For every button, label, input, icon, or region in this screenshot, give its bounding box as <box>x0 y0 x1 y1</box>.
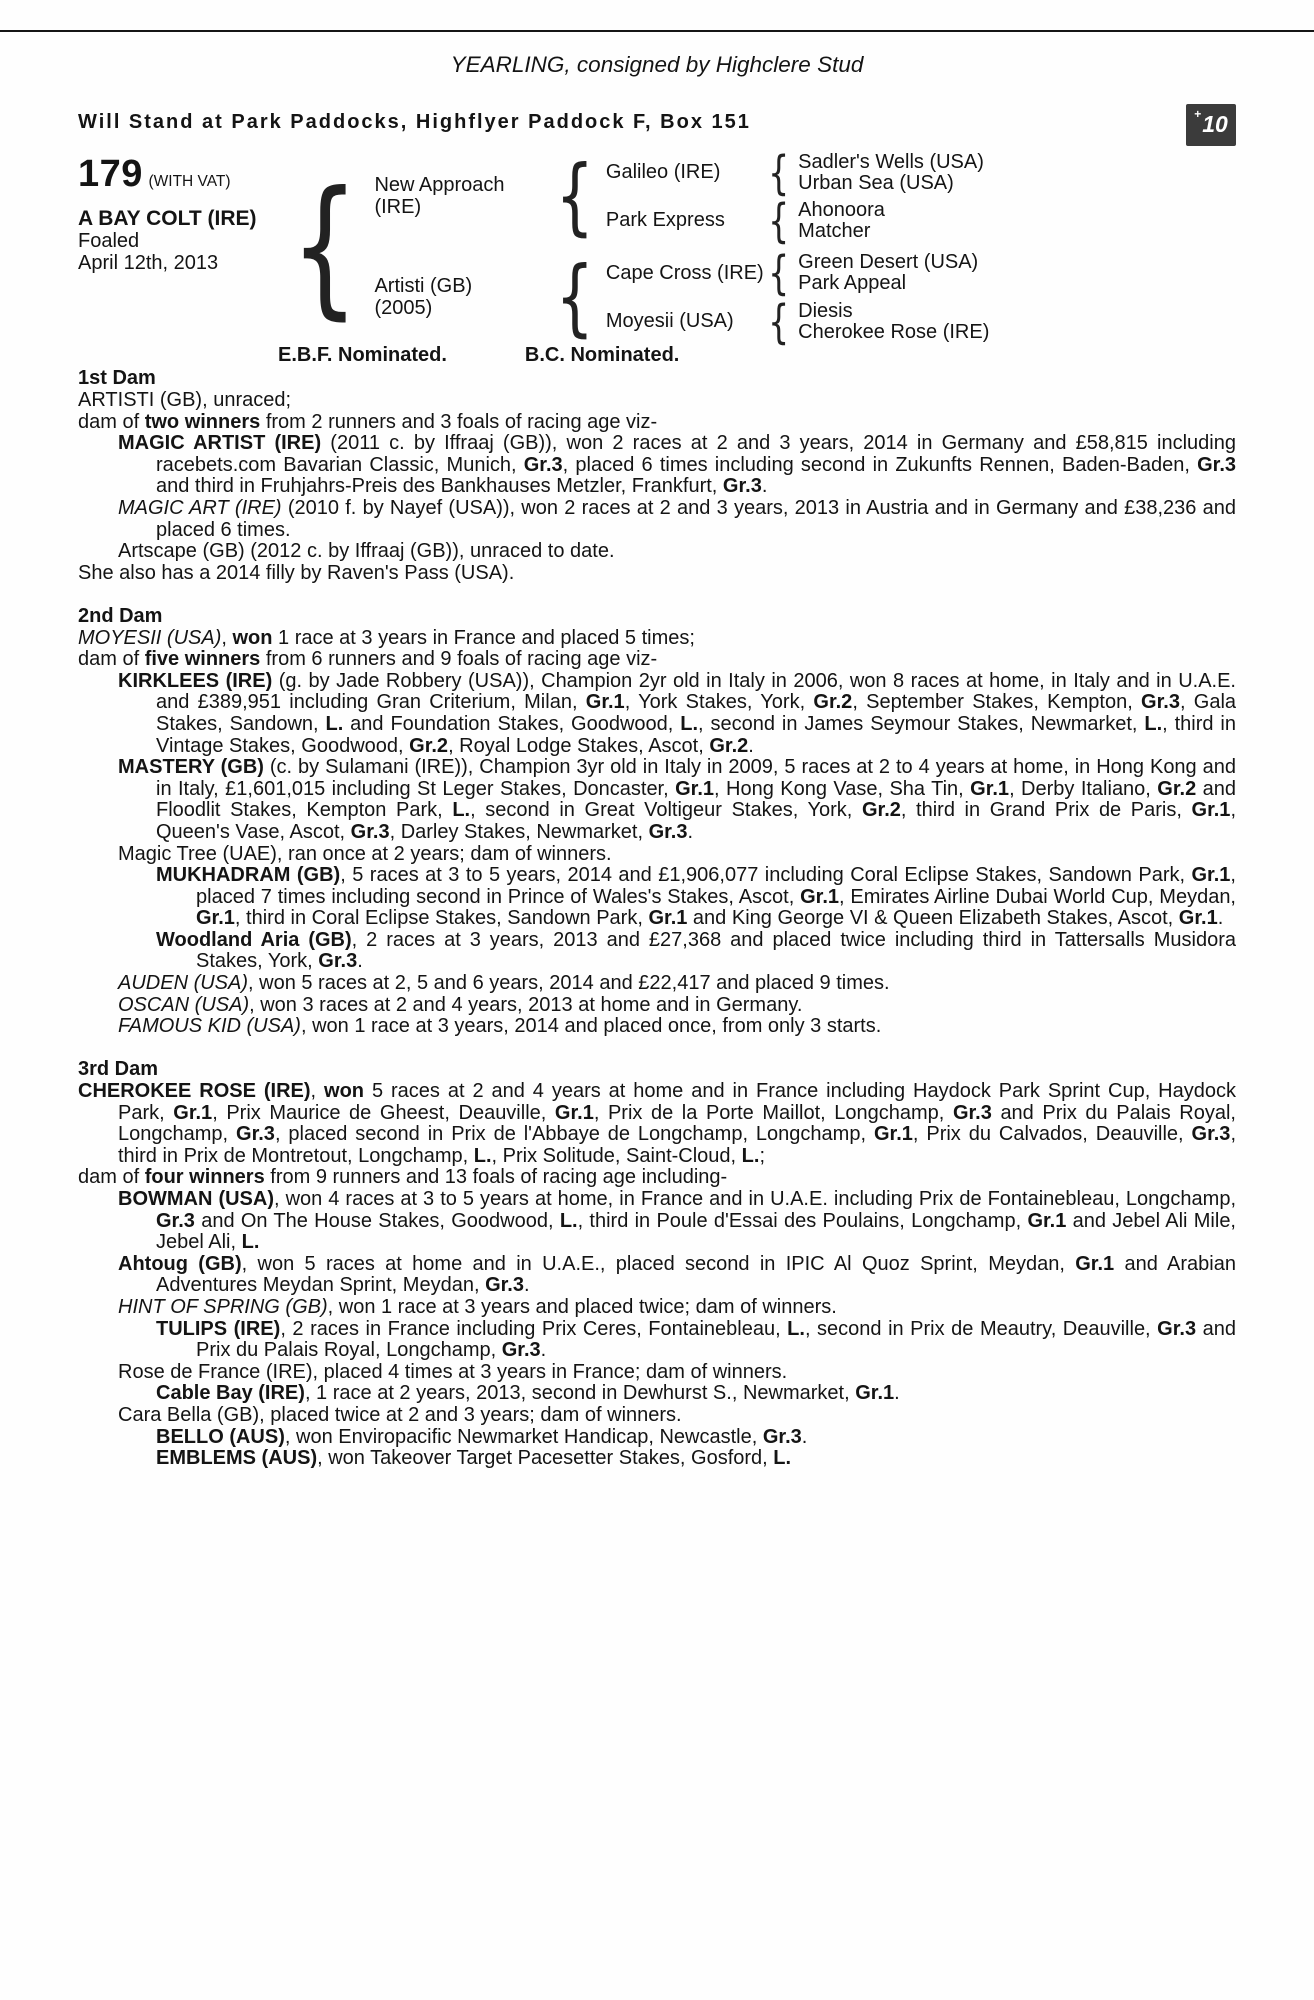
text-run: TULIPS (IRE) <box>156 1317 281 1340</box>
text-run: MOYESII (USA) <box>78 626 222 649</box>
catalogue-paragraph <box>78 1383 1236 1405</box>
text-run: and Prix du Palais Royal, Longchamp, <box>196 1317 1236 1362</box>
text-run: . <box>357 950 363 973</box>
text-run: , third in Prix de Montretout, Longchamp, <box>118 1123 1236 1167</box>
catalogue-paragraph <box>78 649 1236 671</box>
text-run: won <box>324 1080 365 1103</box>
catalogue-paragraph <box>78 757 1236 843</box>
text-run: Gr.1 <box>1191 799 1231 822</box>
text-run: . <box>687 820 694 843</box>
text-run: L. <box>773 1447 792 1470</box>
text-run: Gr.2 <box>1157 777 1197 800</box>
text-run: from 9 runners and 13 foals of racing age including- <box>264 1166 728 1189</box>
text-run: Gr.3 <box>1141 691 1180 714</box>
catalogue-paragraph <box>78 973 1236 995</box>
text-run: MAGIC ART (IRE) <box>118 497 282 519</box>
text-run: , placed 6 times including second in Zukunfts Rennen, Baden-Baden, <box>562 453 1198 476</box>
text-run: , 2 races at 3 years, 2013 and £27,368 and placed twice including third in Tattersalls Musidora Stakes, York, <box>196 928 1236 973</box>
catalogue-paragraph <box>78 844 1236 866</box>
text-run: L. <box>1144 712 1163 735</box>
text-run: (g. by Jade Robbery (USA)), Champion 2yr old in Italy in 2006, won 8 races at home, in Italy and in U.A.E. and £389,951 including Gran Criterium, Milan, <box>156 669 1236 714</box>
text-run: , placed 7 times including second in Prince of Wales's Stakes, Ascot, <box>196 864 1236 908</box>
text-run: , third in Poule d'Essai des Poulains, Longchamp, <box>577 1209 1028 1232</box>
grandsire-name: Galileo (IRE) <box>605 160 721 183</box>
text-run: Gr.3 <box>350 820 390 843</box>
text-run: , won 4 races at 3 to 5 years at home, in France and in U.A.E. including Prix de Fontainebleau, Longchamp, <box>274 1188 1237 1210</box>
text-run: Gr.1 <box>873 1123 913 1146</box>
text-run: . <box>748 734 754 757</box>
text-run: Gr.1 <box>970 777 1010 800</box>
great-grandparent-name: Sadler's Wells (USA) <box>798 150 984 173</box>
text-run: dam of <box>78 410 145 433</box>
text-run: Gr.3 <box>1191 1123 1231 1146</box>
text-run: MUKHADRAM (GB) <box>156 864 341 887</box>
text-run: , won 5 races at 2, 5 and 6 years, 2014 and £22,417 and placed 9 times. <box>248 972 890 995</box>
text-run: four winners <box>144 1166 265 1189</box>
text-run: AUDEN (USA) <box>118 972 249 995</box>
text-run: Gr.1 <box>1027 1209 1067 1232</box>
text-run: Gr.3 <box>485 1274 524 1297</box>
text-run: L. <box>787 1317 805 1340</box>
text-run: , Hong Kong Vase, Sha Tin, <box>714 777 971 800</box>
catalogue-paragraph <box>78 628 1236 650</box>
great-grandparent-name: Matcher <box>798 220 871 243</box>
grandsire-name: Cape Cross (IRE) <box>605 261 764 284</box>
text-run: Gr.1 <box>1075 1252 1115 1275</box>
text-run: dam of <box>78 1166 145 1189</box>
catalogue-paragraph <box>78 1016 1236 1038</box>
stand-row <box>78 104 1236 146</box>
brace-icon: { <box>767 294 790 349</box>
catalogue-paragraph <box>78 541 1236 563</box>
pedigree-branches <box>283 145 990 349</box>
text-run: Artscape (GB) (2012 c. by Iffraaj (GB)), unraced to date. <box>118 540 615 563</box>
brace-icon: { <box>555 247 595 346</box>
text-run: , second in James Seymour Stakes, Newmarket, <box>698 712 1145 735</box>
catalogue-paragraph <box>78 1167 1236 1189</box>
brace-icon: { <box>767 246 790 301</box>
text-run: , Prix Solitude, Saint-Cloud, <box>491 1144 742 1167</box>
brace-icon: { <box>767 193 790 248</box>
catalogue-paragraph <box>78 1189 1236 1254</box>
dam-sections <box>78 368 1236 1469</box>
text-run: KIRKLEES (IRE) <box>118 669 273 692</box>
text-run: Gr.1 <box>855 1382 895 1405</box>
grandsire-branch <box>605 145 984 200</box>
text-run: , Darley Stakes, Newmarket, <box>389 820 649 843</box>
ebf-nomination: E.B.F. Nominated. <box>278 343 447 366</box>
text-run: , won 1 race at 3 years and placed twice; dam of winners. <box>327 1295 837 1318</box>
text-run: Gr.2 <box>709 734 749 757</box>
text-run: Gr.1 <box>554 1101 594 1124</box>
text-run: Ahtoug (GB) <box>118 1252 242 1275</box>
stand-location: Will Stand at Park Paddocks, Highflyer Paddock F, Box 151 <box>78 110 751 133</box>
text-run: . <box>1217 907 1224 930</box>
text-run: dam of <box>78 648 145 671</box>
text-run: Gr.1 <box>648 907 688 930</box>
great-grandparent-name: Green Desert (USA) <box>798 251 979 274</box>
text-run: , Royal Lodge Stakes, Ascot, <box>448 734 710 757</box>
text-run: BOWMAN (USA) <box>118 1188 274 1210</box>
text-run: , won 1 race at 3 years, 2014 and placed once, from only 3 starts. <box>300 1015 882 1038</box>
text-run: and On The House Stakes, Goodwood, <box>194 1209 560 1232</box>
text-run: , placed second in Prix de l'Abbaye de Longchamp, Longchamp, <box>274 1123 874 1146</box>
dam-heading: 2nd Dam <box>78 604 163 627</box>
text-run: , 2 races in France including Prix Ceres, Fontainebleau, <box>280 1317 788 1340</box>
text-run: L. <box>452 799 471 822</box>
text-run: L. <box>325 712 344 735</box>
text-run: (2011 c. by Iffraaj (GB)), won 2 races at 2 and 3 years, 2014 in Germany and £58,815 including racebets.com Bavarian Classic, Munich, <box>156 432 1236 476</box>
catalogue-paragraph <box>78 1319 1236 1362</box>
text-run: Gr.3 <box>501 1339 541 1362</box>
lot-line <box>78 152 283 195</box>
text-run: HINT OF SPRING (GB) <box>118 1295 328 1318</box>
granddam-branch <box>605 193 984 248</box>
text-run: Magic Tree (UAE), ran once at 2 years; dam of winners. <box>118 842 612 865</box>
text-run: Gr.1 <box>585 691 625 714</box>
text-run: and third in Fruhjahrs-Preis des Bankhauses Metzler, Frankfurt, <box>156 475 723 498</box>
text-run: Gr.1 <box>196 907 235 930</box>
text-run: Gr.3 <box>318 950 358 973</box>
sire-branch <box>374 145 989 248</box>
catalogue-paragraph <box>78 498 1236 541</box>
page-top-rule <box>0 30 1314 32</box>
catalogue-paragraph <box>78 865 1236 930</box>
great-grandparent-name: Urban Sea (USA) <box>798 171 954 194</box>
great-grandparent-name: Cherokee Rose (IRE) <box>798 320 990 343</box>
catalogue-paragraph <box>78 1254 1236 1297</box>
text-run: Cable Bay (IRE) <box>156 1382 305 1405</box>
text-run: . <box>894 1382 900 1405</box>
text-run: ; <box>759 1144 765 1167</box>
text-run: Gr.3 <box>952 1101 992 1124</box>
text-run: Gr.3 <box>762 1425 802 1448</box>
consignor-title: YEARLING, consigned by Highclere Stud <box>450 52 864 77</box>
dam-year: (2005) <box>374 296 433 319</box>
text-run: , second in Great Voltigeur Stakes, York, <box>470 799 862 822</box>
text-run: , Prix de la Porte Maillot, Longchamp, <box>593 1101 953 1124</box>
text-run: Gr.3 <box>156 1209 195 1232</box>
text-run: , won Takeover Target Pacesetter Stakes, Gosford, <box>317 1447 774 1470</box>
text-run: 5 races at 2 and 4 years at home and in France including Haydock Park Sprint Cup, Haydock Park, <box>118 1080 1236 1124</box>
great-grandparent-name: Ahonoora <box>798 199 885 222</box>
lot-vat-note: (WITH VAT) <box>148 172 231 190</box>
text-run: Gr.2 <box>813 691 853 714</box>
text-run: FAMOUS KID (USA) <box>118 1015 301 1038</box>
text-run: , Derby Italiano, <box>1009 777 1158 800</box>
text-run: MASTERY (GB) <box>118 756 264 779</box>
text-run: , Emirates Airline Dubai World Cup, Meydan, <box>839 885 1236 908</box>
text-run: MAGIC ARTIST (IRE) <box>118 432 322 455</box>
text-run: Gr.1 <box>800 885 840 908</box>
text-run: Gr.3 <box>1157 1317 1197 1340</box>
text-run: Woodland Aria (GB) <box>156 928 352 951</box>
text-run: She also has a 2014 filly by Raven's Pass (USA). <box>78 561 515 584</box>
text-run: Gr.1 <box>1178 907 1218 930</box>
text-run: Gr.3 <box>236 1123 275 1146</box>
text-run: , second in Prix de Meautry, Deauville, <box>804 1317 1158 1340</box>
text-run: five winners <box>144 648 261 671</box>
lot-info <box>78 152 283 343</box>
catalogue-paragraph <box>78 930 1236 973</box>
dam-name-line: Artisti (GB) <box>374 274 473 297</box>
text-run: OSCAN (USA) <box>118 993 250 1016</box>
foaled-date: April 12th, 2013 <box>78 252 219 275</box>
text-run: . <box>523 1274 530 1297</box>
brace-icon: { <box>767 145 790 200</box>
text-run: Gr.3 <box>523 453 563 476</box>
text-run: and Arabian Adventures Meydan Sprint, Meydan, <box>156 1252 1236 1297</box>
bc-nomination: B.C. Nominated. <box>524 343 680 366</box>
catalogue-paragraph <box>78 671 1236 757</box>
foaled-label: Foaled <box>78 229 140 252</box>
text-run: and Floodlit Stakes, Kempton Park, <box>156 777 1237 822</box>
text-run: , Prix Maurice de Gheest, Deauville, <box>212 1101 555 1124</box>
cross-icon: + <box>1194 106 1202 121</box>
text-run: Gr.1 <box>173 1101 213 1124</box>
text-run: , Prix du Calvados, Deauville, <box>912 1123 1192 1146</box>
catalogue-paragraph <box>78 995 1236 1017</box>
text-run: L. <box>559 1209 578 1232</box>
nominations-row <box>78 345 1236 367</box>
pedigree-tree <box>78 145 1236 349</box>
catalogue-paragraph <box>78 433 1236 498</box>
great-grandparent-name: Diesis <box>798 299 853 322</box>
text-run: and Prix du Palais Royal, Longchamp, <box>118 1101 1236 1146</box>
text-run: two winners <box>144 410 261 433</box>
granddam-name: Park Express <box>605 209 725 232</box>
grandsire-branch <box>605 246 989 301</box>
text-run: (c. by Sulamani (IRE)), Champion 3yr old in Italy in 2009, 5 races at 2 to 4 years at home, in Hong Kong and in Italy, £1,601,015 including St Leger Stakes, Doncaster, <box>156 756 1236 800</box>
text-run: , York Stakes, York, <box>624 691 814 714</box>
catalogue-paragraph <box>78 1448 1236 1470</box>
catalogue-paragraph <box>78 1427 1236 1449</box>
text-run: L. <box>473 1144 492 1167</box>
text-run: and Foundation Stakes, Goodwood, <box>343 712 681 735</box>
text-run: Rose de France (IRE), placed 4 times at 3 years in France; dam of winners. <box>118 1360 788 1383</box>
text-run: Gr.1 <box>675 777 715 800</box>
dam-heading: 3rd Dam <box>78 1058 159 1081</box>
text-run: ARTISTI (GB), unraced; <box>78 389 292 412</box>
text-run: L. <box>741 1144 760 1167</box>
dam-branch <box>374 246 990 349</box>
dam-heading: 1st Dam <box>78 367 156 390</box>
catalogue-paragraph <box>78 1362 1236 1384</box>
text-run: BELLO (AUS) <box>156 1425 285 1448</box>
text-run: , <box>310 1080 325 1103</box>
text-run: and Jebel Ali Mile, Jebel Ali, <box>156 1209 1236 1254</box>
lot-description: A BAY COLT (IRE) <box>78 207 257 231</box>
text-run: Gr.1 <box>1191 864 1231 887</box>
text-run: (2010 f. by Nayef (USA)), won 2 races at 2 and 3 years, 2013 in Austria and in Germany and £38,236 and placed 6 times. <box>156 497 1236 541</box>
text-run: , third in Coral Eclipse Stakes, Sandown Park, <box>234 907 649 930</box>
catalogue-paragraph <box>78 1405 1236 1427</box>
text-run: Gr.2 <box>861 799 901 822</box>
text-run: , won Enviropacific Newmarket Handicap, Newcastle, <box>284 1425 763 1448</box>
text-run: , won 3 races at 2 and 4 years, 2013 at home and in Germany. <box>249 993 803 1016</box>
text-run: L. <box>241 1231 260 1254</box>
text-run: won <box>232 626 273 649</box>
text-run: , <box>221 626 233 649</box>
text-run: . <box>761 475 768 498</box>
text-run: , September Stakes, Kempton, <box>852 691 1142 714</box>
catalogue-paragraph <box>78 1081 1236 1167</box>
text-run: , third in Grand Prix de Paris, <box>900 799 1192 822</box>
text-run: , Queen's Vase, Ascot, <box>156 799 1236 843</box>
text-run: , 1 race at 2 years, 2013, second in Dewhurst S., Newmarket, <box>304 1382 856 1405</box>
brace-icon: { <box>555 147 595 246</box>
text-run: , Gala Stakes, Sandown, <box>156 691 1237 735</box>
text-run: . <box>540 1339 547 1362</box>
text-run: from 6 runners and 9 foals of racing age viz- <box>260 648 658 671</box>
text-run: Gr.3 <box>722 475 762 498</box>
text-run: Gr.3 <box>648 820 688 843</box>
granddam-branch <box>605 294 990 349</box>
lot-number: 179 <box>78 152 143 195</box>
catalogue-paragraph <box>78 390 1236 412</box>
text-run: , third in Vintage Stakes, Goodwood, <box>156 712 1236 757</box>
text-run: Gr.3 <box>1197 453 1236 476</box>
text-run: CHEROKEE ROSE (IRE) <box>78 1080 311 1103</box>
text-run: Gr.2 <box>409 734 449 757</box>
sale-book-logo <box>1186 104 1236 146</box>
sire-name: New Approach (IRE) <box>374 174 505 218</box>
catalogue-paragraph <box>78 1297 1236 1319</box>
catalogue-paragraph <box>78 563 1236 585</box>
text-run: , 5 races at 3 to 5 years, 2014 and £1,906,077 including Coral Eclipse Stakes, Sandown Park, <box>340 864 1192 887</box>
catalogue-paragraph <box>78 412 1236 434</box>
sale-book-number: 10 <box>1202 111 1228 138</box>
text-run: and King George VI & Queen Elizabeth Stakes, Ascot, <box>687 907 1179 930</box>
text-run: L. <box>680 712 699 735</box>
text-run: Cara Bella (GB), placed twice at 2 and 3 years; dam of winners. <box>118 1403 682 1426</box>
great-grandparent-name: Park Appeal <box>798 272 907 295</box>
brace-root-icon: { <box>290 160 360 335</box>
text-run: EMBLEMS (AUS) <box>156 1447 318 1470</box>
granddam-name: Moyesii (USA) <box>605 309 734 332</box>
dam-name <box>374 276 552 319</box>
text-run: from 2 runners and 3 foals of racing age viz- <box>260 410 658 433</box>
text-run: . <box>801 1425 808 1448</box>
text-run: , won 5 races at home and in U.A.E., placed second in IPIC Al Quoz Sprint, Meydan, <box>241 1252 1076 1275</box>
text-run: 1 race at 3 years in France and placed 5 times; <box>272 626 695 649</box>
